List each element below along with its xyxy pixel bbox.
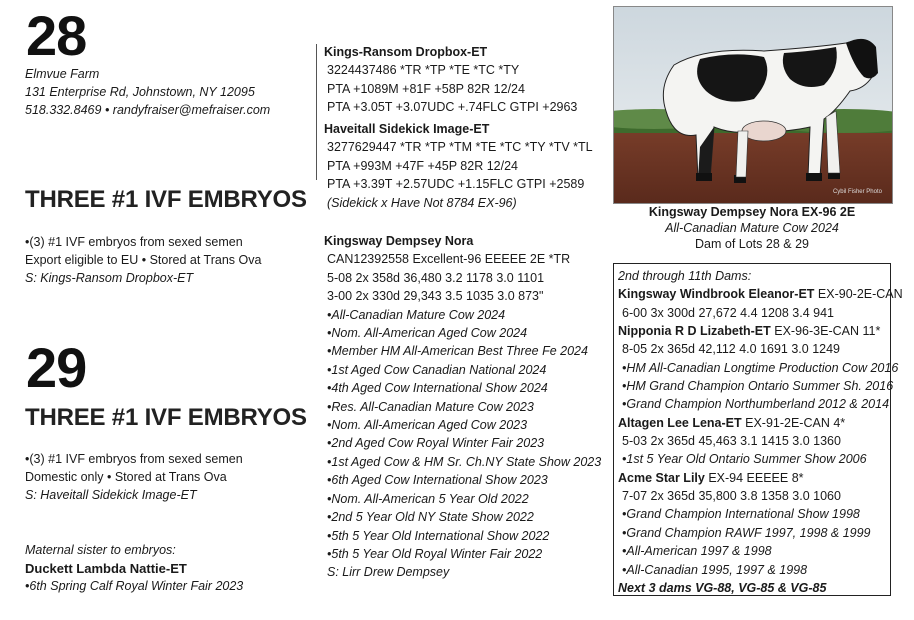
dam-reg: CAN12392558 Excellent-96 EEEEE 2E *TR: [327, 252, 571, 267]
dam-award: •5th 5 Year Old Royal Winter Fair 2022: [327, 546, 543, 561]
sire-block-1: [324, 43, 577, 117]
sire-name: Kings-Ransom Dropbox-ET: [324, 45, 488, 59]
lot-29-sire: S: Haveitall Sidekick Image-ET: [25, 488, 197, 502]
dam-award: •1st Aged Cow Canadian National 2024: [327, 362, 547, 377]
dam-award: •Nom. All-American Aged Cow 2023: [327, 418, 528, 433]
lot-29-number: 29: [26, 336, 87, 399]
dams-box-title: 2nd through 11th Dams:: [618, 269, 752, 283]
lot-28-heading: THREE #1 IVF EMBRYOS: [25, 186, 307, 213]
dam-record: 3-00 2x 330d 29,343 3.5 1035 3.0 873": [327, 289, 544, 304]
ancestor-record: 8-05 2x 365d 42,112 4.0 1691 3.0 1249: [622, 342, 841, 357]
ancestor-class: EX-96-3E-CAN 11*: [770, 324, 881, 339]
maternal-sister-award: •6th Spring Calf Royal Winter Fair 2023: [25, 579, 244, 593]
dam-award: •Res. All-Canadian Mature Cow 2023: [327, 399, 534, 414]
dams-box: [613, 263, 903, 596]
ancestor-record: 7-07 2x 365d 35,800 3.8 1358 3.0 1060: [622, 489, 841, 504]
ancestor-class: EX-91-2E-CAN 4*: [741, 415, 846, 430]
lot-29-detail-1: •(3) #1 IVF embryos from sexed semen: [25, 452, 243, 466]
dam-award: •1st Aged Cow & HM Sr. Ch.NY State Show 2023: [327, 454, 602, 469]
sire-block-2: [324, 120, 593, 212]
lot-29-detail-2: Domestic only • Stored at Trans Ova: [25, 470, 227, 484]
dam-award: •2nd Aged Cow Royal Winter Fair 2023: [327, 436, 545, 451]
consignor-contact: 518.332.8469 • randyfraiser@mefraiser.com: [25, 103, 271, 117]
dam-award: •All-Canadian Mature Cow 2024: [327, 307, 506, 322]
ancestor-header: [618, 322, 890, 340]
sire-reg: 3224437486 *TR *TP *TE *TC *TY: [327, 63, 520, 78]
ancestor-name: Altagen Lee Lena-ET: [618, 415, 742, 430]
dam-award: •6th Aged Cow International Show 2023: [327, 473, 548, 488]
photo-caption-title: All-Canadian Mature Cow 2024: [665, 221, 839, 235]
dam-award: •4th Aged Cow International Show 2024: [327, 381, 548, 396]
photo-watermark: Cybil Fisher Photo: [832, 189, 882, 195]
ancestor-award: •Grand Champion RAWF 1997, 1998 & 1999: [622, 525, 871, 540]
ancestor-award: •HM All-Canadian Longtime Production Cow 2016: [622, 360, 899, 375]
ancestor-header: [618, 414, 890, 432]
dam-sire: S: Lirr Drew Dempsey: [327, 565, 450, 580]
ancestor-award: •1st 5 Year Old Ontario Summer Show 2006: [622, 452, 867, 467]
lot-28-detail-1: •(3) #1 IVF embryos from sexed semen: [25, 235, 243, 249]
dam-award: •Member HM All-American Best Three Fe 2024: [327, 344, 588, 359]
ancestor-class: EX-94 EEEEE 8*: [704, 470, 804, 485]
sire-pta-2: PTA +3.39T +2.57UDC +1.15FLC GTPI +2589: [327, 177, 585, 192]
sire-pta-1: PTA +993M +47F +45P 82R 12/24: [327, 158, 518, 173]
ancestor-award: •Grand Champion Northumberland 2012 & 2014: [622, 397, 890, 412]
maternal-sister-name: Duckett Lambda Nattie-ET: [25, 561, 187, 576]
ancestor-record: 6-00 3x 300d 27,672 4.4 1208 3.4 941: [622, 305, 834, 320]
dam-award: •Nom. All-American 5 Year Old 2022: [327, 491, 529, 506]
dam-award: •5th 5 Year Old International Show 2022: [327, 528, 550, 543]
dam-block: [324, 232, 601, 582]
dam-record: 5-08 2x 358d 36,480 3.2 1178 3.0 1101: [327, 270, 545, 285]
lot-28-detail-2: Export eligible to EU • Stored at Trans Ova: [25, 253, 262, 267]
lot-29-heading: THREE #1 IVF EMBRYOS: [25, 404, 307, 431]
photo-caption-dam: Dam of Lots 28 & 29: [695, 237, 809, 251]
cow-photo: [613, 6, 893, 204]
ancestor-name: Acme Star Lily: [618, 470, 705, 485]
column-divider: [316, 44, 317, 180]
photo-caption-name: Kingsway Dempsey Nora EX-96 2E: [648, 205, 856, 219]
ancestor-record: 5-03 2x 365d 45,463 3.1 1415 3.0 1360: [622, 434, 841, 449]
ancestor-award: •Grand Champion International Show 1998: [622, 507, 860, 522]
sire-pta-1: PTA +1089M +81F +58P 82R 12/24: [327, 81, 525, 96]
sire-name: Haveitall Sidekick Image-ET: [324, 122, 490, 136]
ancestor-name: Kingsway Windbrook Eleanor-ET: [618, 287, 815, 302]
lot-28-number: 28: [26, 4, 87, 67]
ancestor-class: EX-90-2E-CAN: [814, 287, 903, 302]
lot-28-sire: S: Kings-Ransom Dropbox-ET: [25, 271, 194, 285]
sire-reg: 3277629447 *TR *TP *TM *TE *TC *TY *TV *TL: [327, 140, 593, 155]
ancestor-name: Nipponia R D Lizabeth-ET: [618, 324, 771, 339]
ancestor-award: •All-American 1997 & 1998: [622, 544, 772, 559]
ancestor-header: [618, 285, 903, 303]
consignor-address: 131 Enterprise Rd, Johnstown, NY 12095: [25, 85, 255, 99]
dam-award: •Nom. All-American Aged Cow 2024: [327, 326, 528, 341]
ancestor-award: •All-Canadian 1995, 1997 & 1998: [622, 562, 808, 577]
consignor-farm: Elmvue Farm: [25, 67, 100, 81]
ancestor-award: •HM Grand Champion Ontario Summer Sh. 2016: [622, 379, 894, 394]
sire-pta-2: PTA +3.05T +3.07UDC +.74FLC GTPI +2963: [327, 100, 578, 115]
dam-name: Kingsway Dempsey Nora: [324, 234, 474, 248]
maternal-sister-label: Maternal sister to embryos:: [25, 543, 176, 557]
dams-box-footer: Next 3 dams VG-88, VG-85 & VG-85: [618, 580, 827, 595]
dam-award: •2nd 5 Year Old NY State Show 2022: [327, 510, 534, 525]
ancestor-header: [618, 469, 890, 487]
sire-pedigree: (Sidekick x Have Not 8784 EX-96): [327, 195, 517, 210]
